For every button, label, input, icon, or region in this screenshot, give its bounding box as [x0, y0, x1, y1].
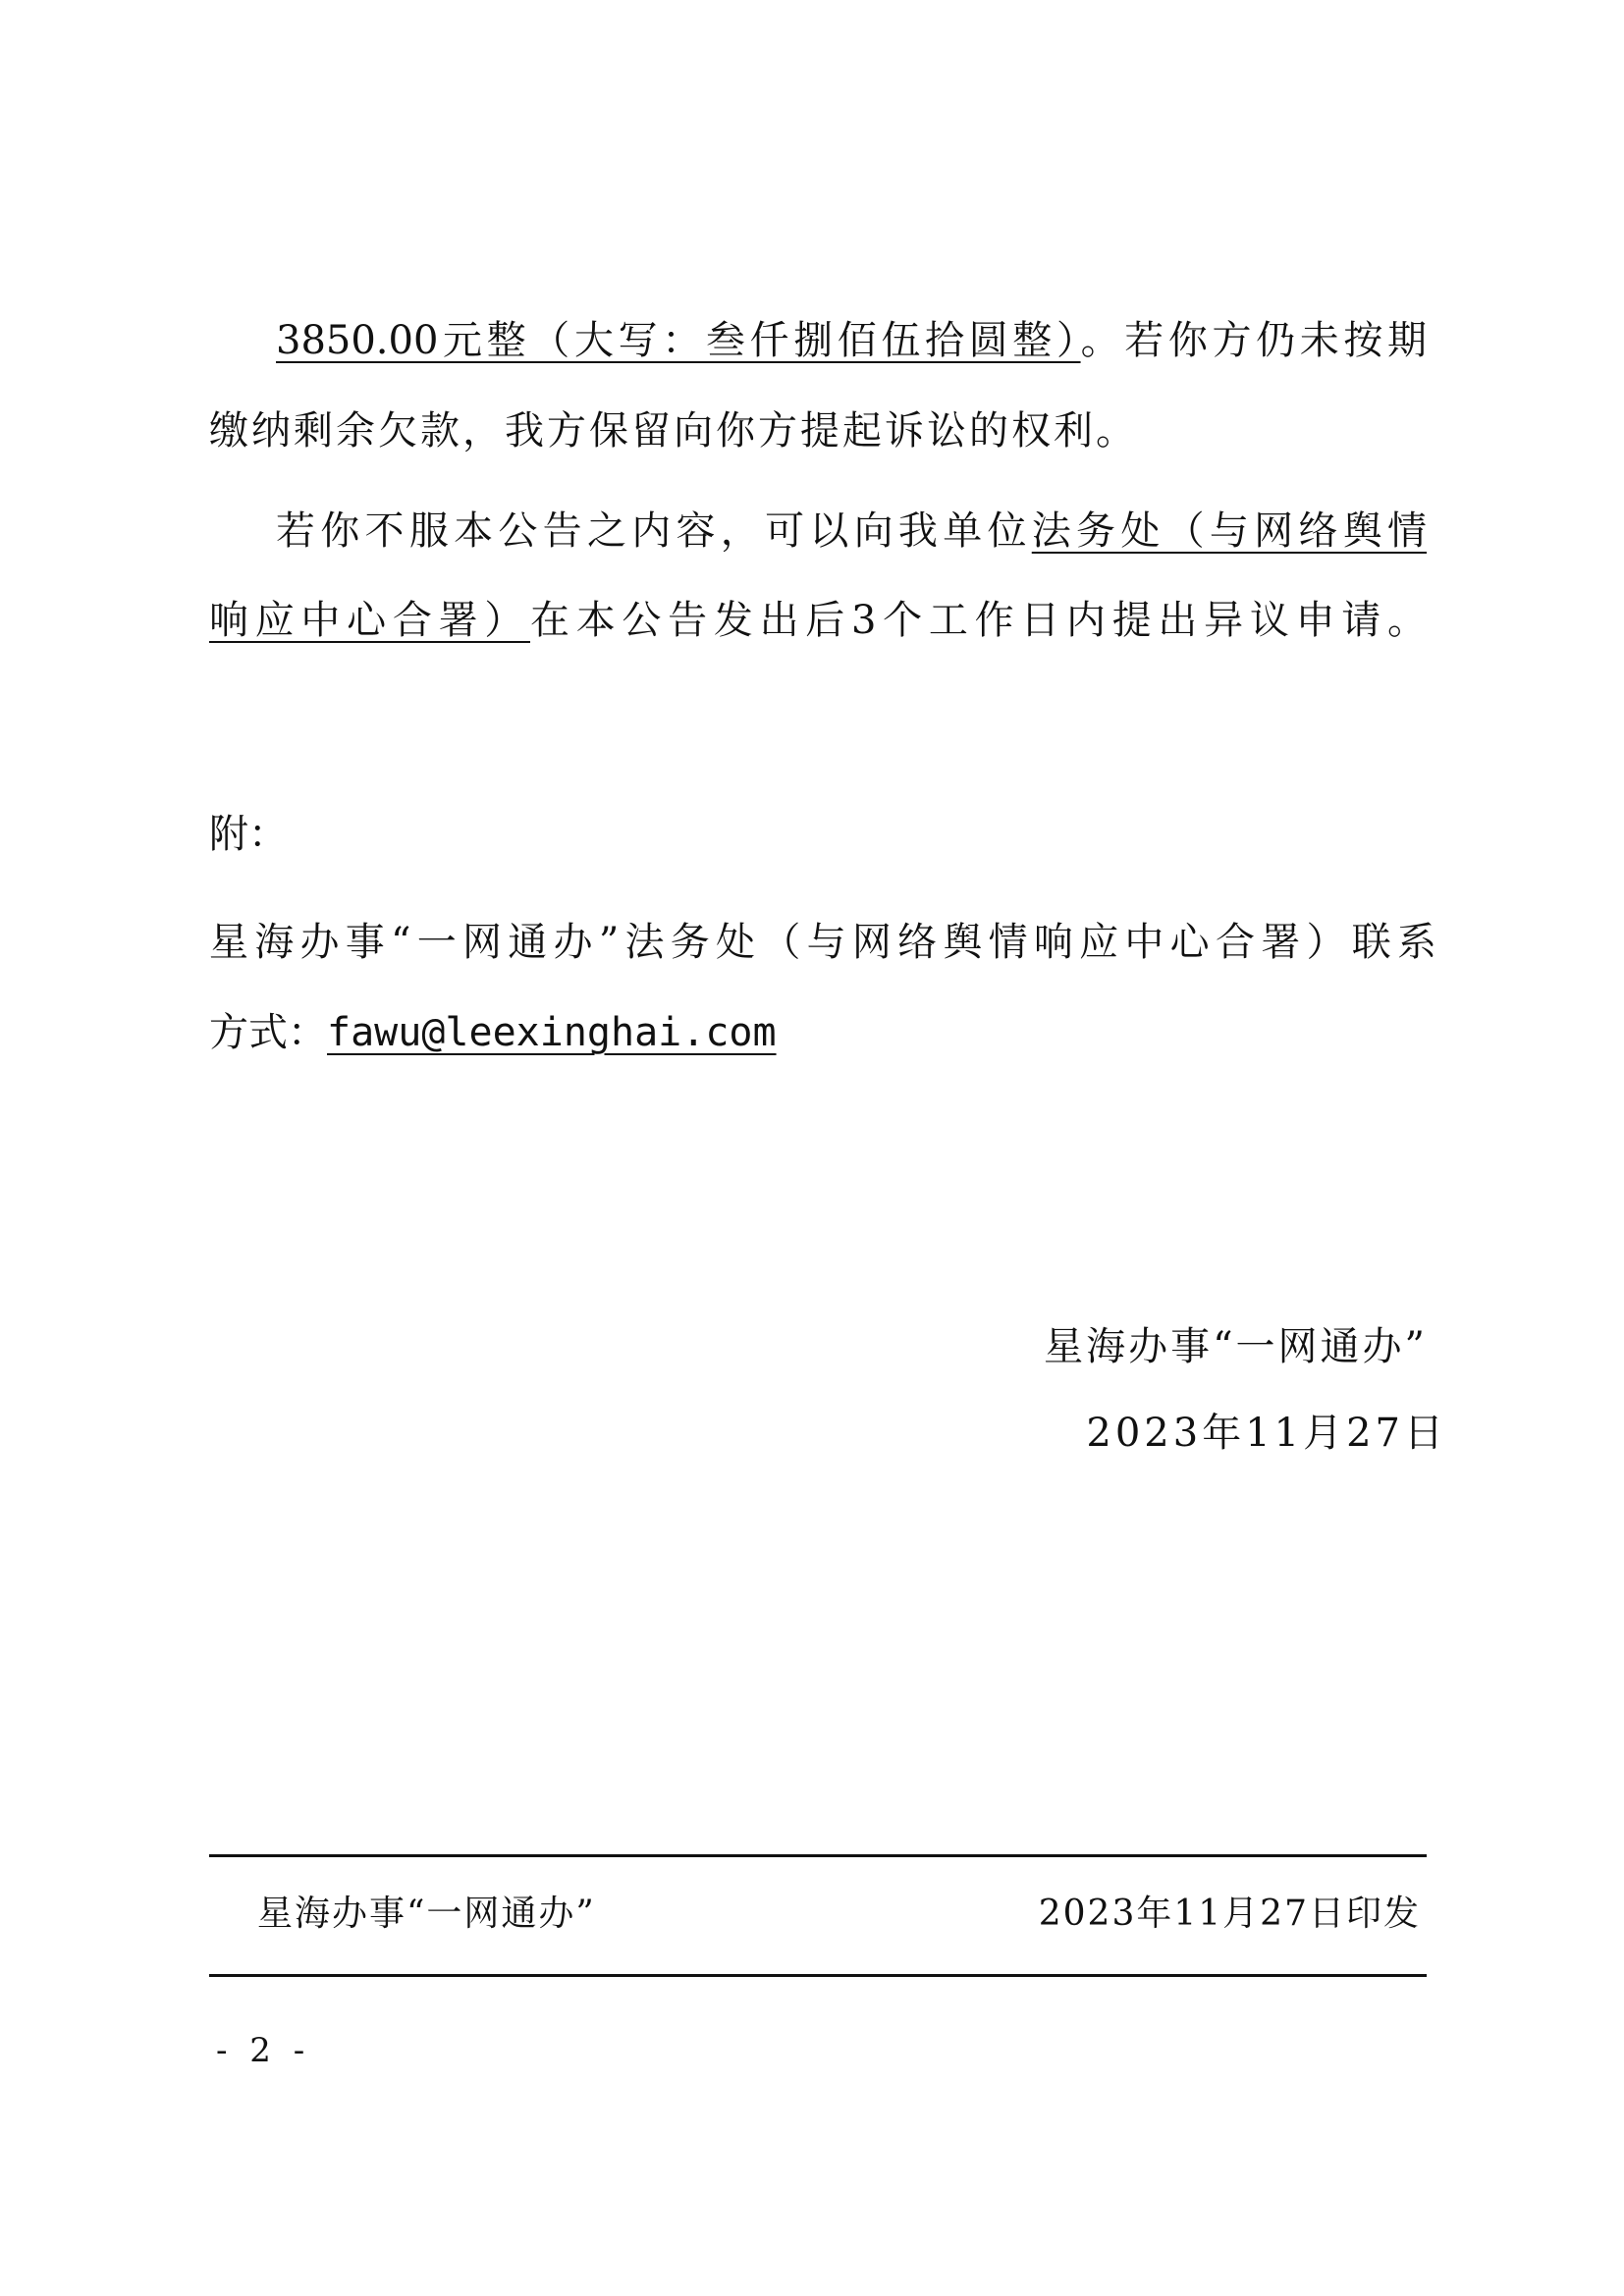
paragraph-1-line-2: 缴纳剩余欠款，我方保留向你方提起诉讼的权利。	[209, 408, 1138, 454]
contact-line-1: 星海办事“一网通办”法务处（与网络舆情响应中心合署）联系	[209, 920, 1436, 965]
signature-date: 2023年11月27日	[1086, 1411, 1447, 1456]
amount-underlined-text: 3850.00元整（大写：叁仟捌佰伍拾圆整）	[276, 318, 1081, 363]
paragraph-2-line-2	[209, 598, 1428, 643]
legal-office-underlined-text-cont: 响应中心合署）	[209, 598, 530, 643]
attachment-label: 附：	[209, 812, 288, 857]
contact-email-link[interactable]: fawu@leexinghai.com	[327, 1010, 777, 1055]
contact-prefix: 方式：	[209, 1010, 327, 1055]
paragraph-1-line-1	[276, 318, 1427, 363]
paragraph-1-line-1-rest: 。若你方仍未按期	[1080, 318, 1427, 363]
footer-issue-date: 2023年11月27日印发	[1038, 1894, 1421, 1934]
legal-office-underlined-text: 法务处（与网络舆情	[1031, 508, 1428, 554]
paragraph-2-line-1	[276, 508, 1428, 554]
paragraph-2-line-1-lead: 若你不服本公告之内容，可以向我单位	[276, 508, 1032, 554]
signature-issuer: 星海办事“一网通办”	[1044, 1324, 1428, 1369]
footer-bottom-rule	[209, 1974, 1427, 1977]
footer-issuer: 星海办事“一网通办”	[257, 1894, 596, 1934]
page-number: - 2 -	[216, 2031, 311, 2070]
contact-line-2	[209, 1010, 777, 1055]
footer-top-rule	[209, 1854, 1427, 1857]
paragraph-2-line-2-rest: 在本公告发出后3个工作日内提出异议申请。	[530, 598, 1428, 643]
